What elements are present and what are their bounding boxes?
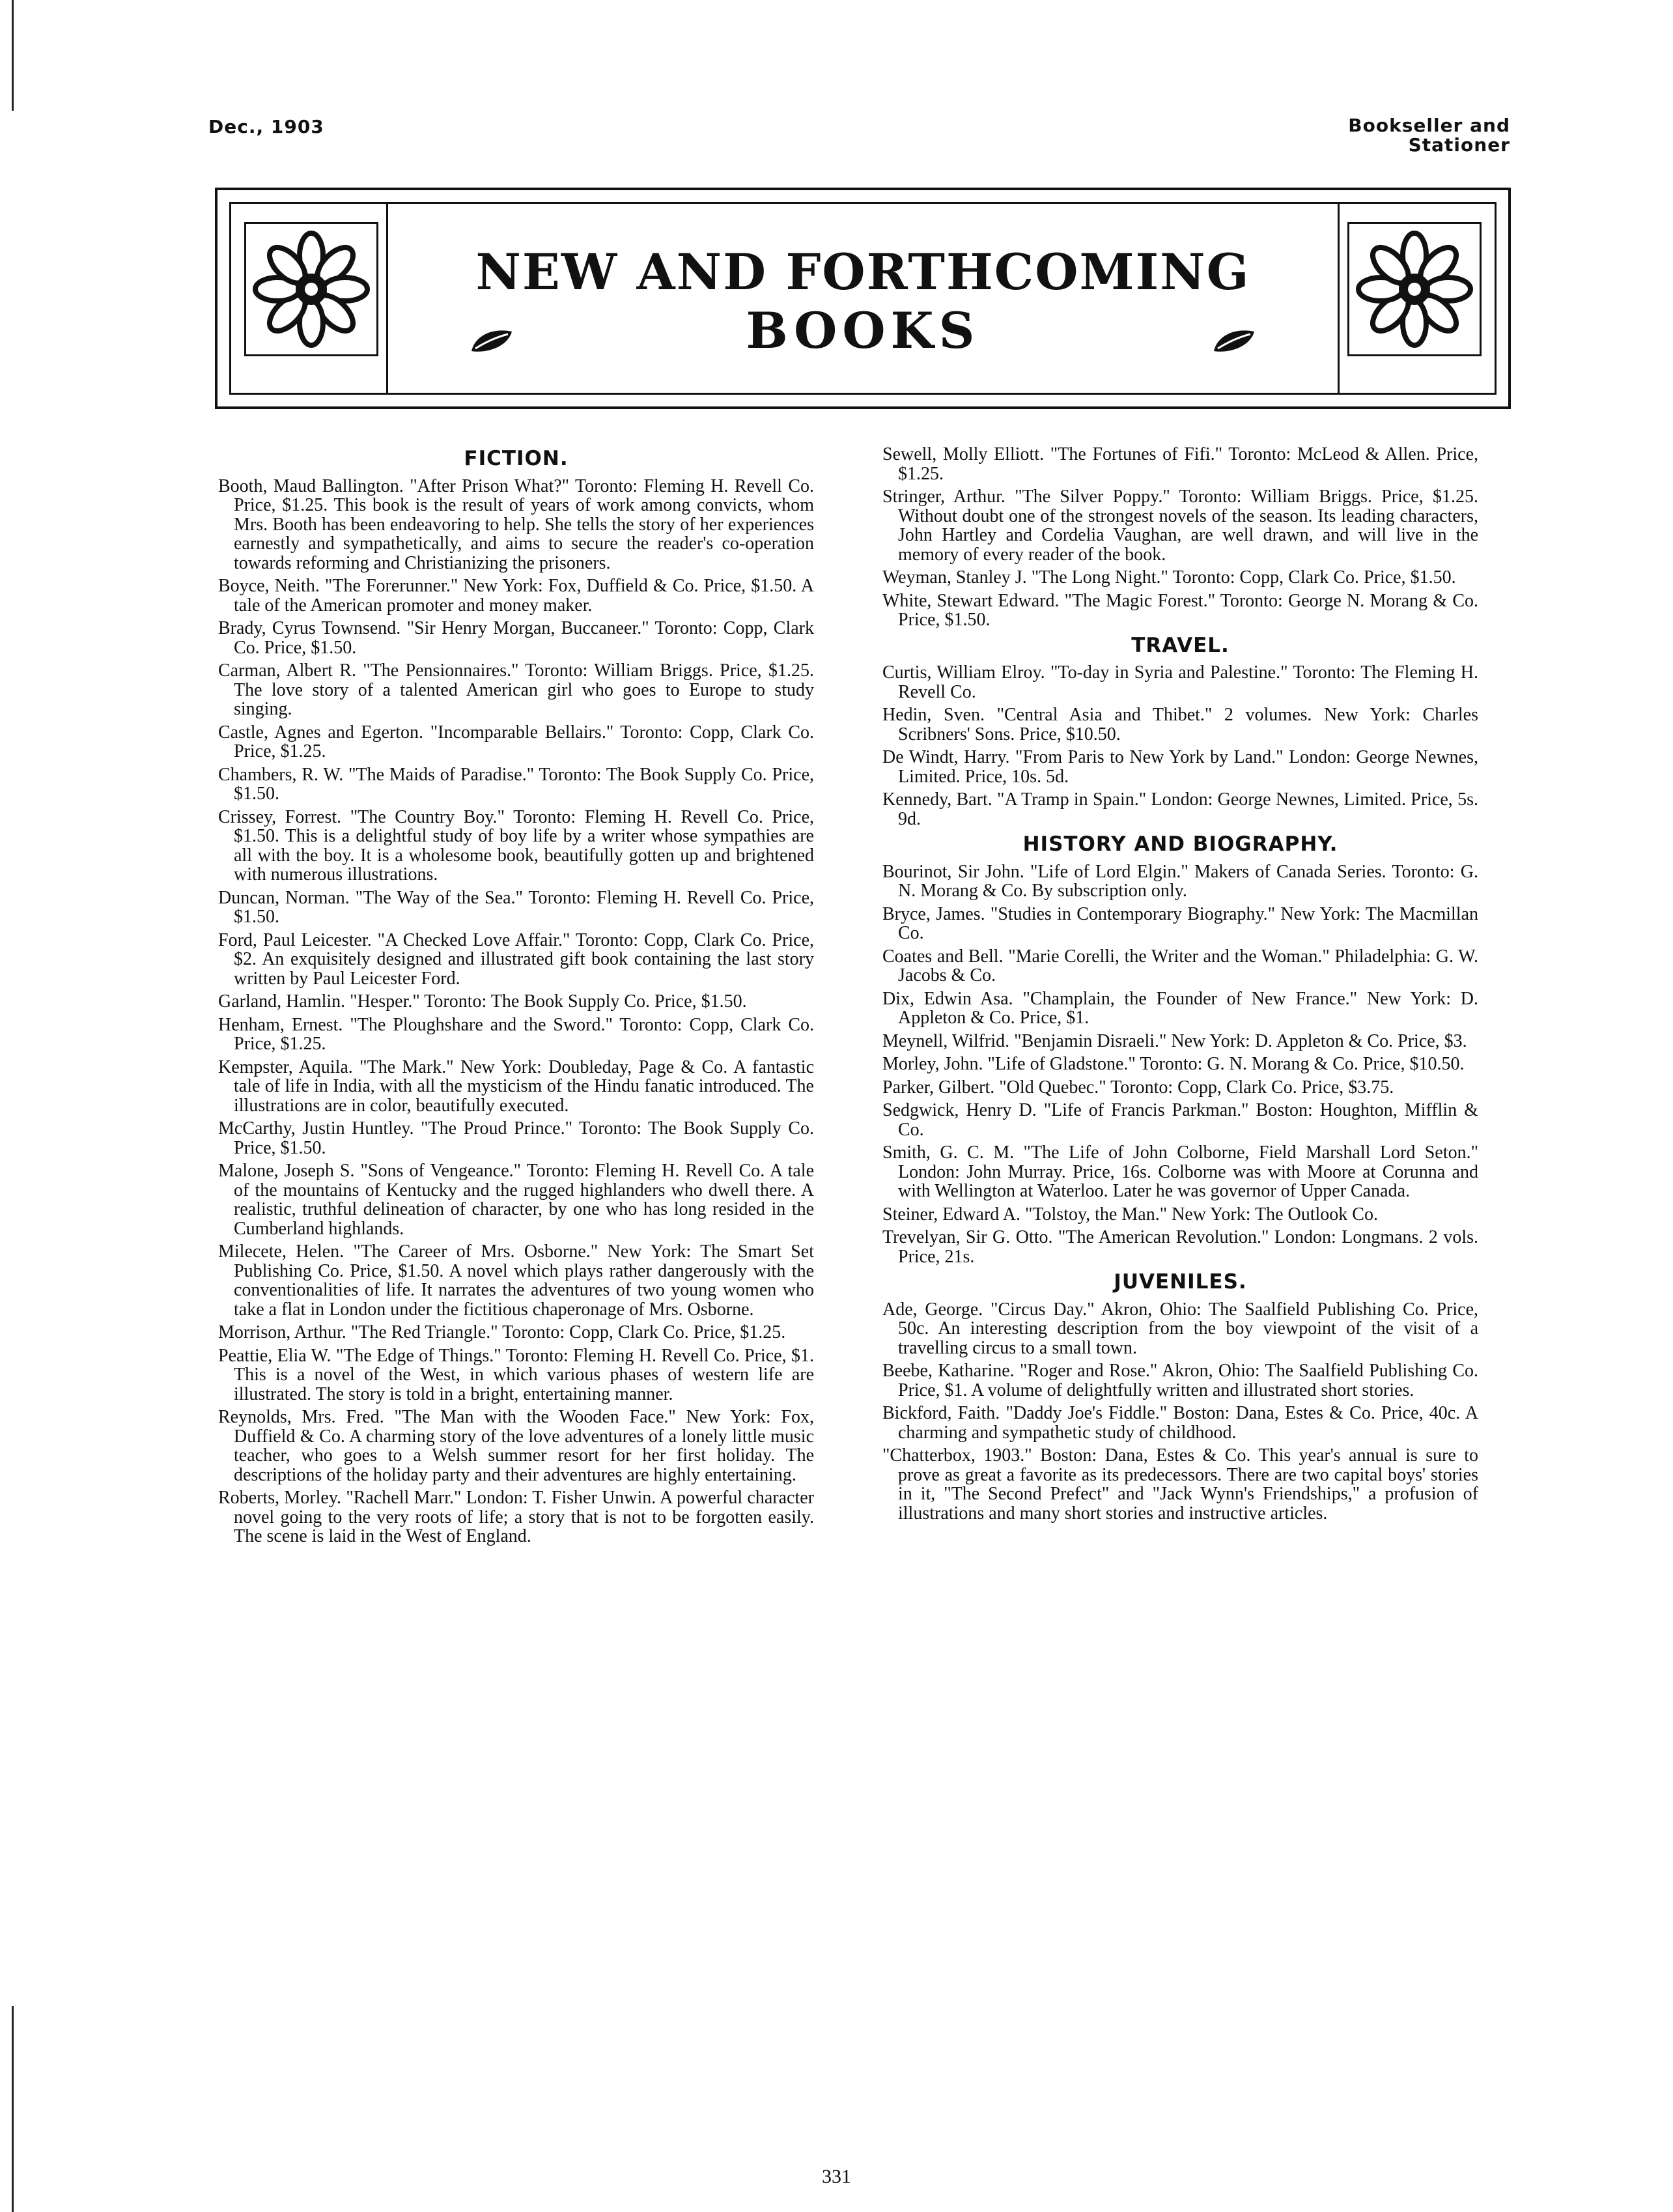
book-entry: Trevelyan, Sir G. Otto. "The American Revolution." London: Longmans. 2 vols. Price, 21s.	[882, 1227, 1478, 1267]
book-entry: Booth, Maud Ballington. "After Prison What?" Toronto: Fleming H. Revell Co. Price, $1.25. This book is the result of years of work among convicts, whom Mrs. Booth has been endeavoring to help. She tells the story of her experiences earnestly and sympathetically, and aims to secure the reader's co-operation towards reforming and Christianizing the prisoners.	[218, 475, 814, 573]
book-entry: Curtis, William Elroy. "To-day in Syria and Palestine." Toronto: The Fleming H. Revell Co.	[882, 662, 1478, 702]
page-number: 331	[822, 2166, 851, 2187]
book-entry: White, Stewart Edward. "The Magic Forest." Toronto: George N. Morang & Co. Price, $1.50.	[882, 590, 1478, 630]
book-entry: Weyman, Stanley J. "The Long Night." Toronto: Copp, Clark Co. Price, $1.50.	[882, 567, 1456, 588]
flower-ornament-icon	[1349, 224, 1480, 354]
flower-ornament-left	[244, 222, 378, 356]
book-entry: Parker, Gilbert. "Old Quebec." Toronto: Copp, Clark Co. Price, $3.75.	[882, 1077, 1394, 1098]
banner-title-line1: NEW AND FORTHCOMING	[475, 243, 1250, 301]
book-entry: Beebe, Katharine. "Roger and Rose." Akron, Ohio: The Saalfield Publishing Co. Price, $1. A volume of delightfully written and illustrated short stories.	[882, 1361, 1478, 1400]
book-entry: Brady, Cyrus Townsend. "Sir Henry Morgan, Buccaneer." Toronto: Copp, Clark Co. Price, $1.50.	[218, 618, 814, 658]
book-entry: Boyce, Neith. "The Forerunner." New York: Fox, Duffield & Co. Price, $1.50. A tale of the American promoter and money maker.	[218, 576, 814, 616]
book-entry: Morrison, Arthur. "The Red Triangle." Toronto: Copp, Clark Co. Price, $1.25.	[218, 1322, 786, 1342]
right-column	[882, 445, 1478, 1527]
book-entry: Peattie, Elia W. "The Edge of Things." Toronto: Fleming H. Revell Co. Price, $1. This is a novel of the West, in which various phases of western life are illustrated. The story is told in a bright, entertaining manner.	[218, 1345, 814, 1404]
publication-name-line2: Stationer	[1408, 134, 1510, 156]
book-entry: Kempster, Aquila. "The Mark." New York: Doubleday, Page & Co. A fantastic tale of life in India, with all the mysticism of the Hindu fanatic introduced. The illustrations are in color, beautifully executed.	[218, 1056, 814, 1116]
margin-rule-top	[12, 0, 14, 111]
flower-ornament-icon	[246, 224, 376, 354]
book-entry: "Chatterbox, 1903." Boston: Dana, Estes & Co. This year's annual is sure to prove as great a favorite as its predecessors. There are two capital boys' stories in it, "The Second Prefect" and "Jack Wynn's Friendships," a profusion of illustrations and many short stories and instructive articles.	[882, 1445, 1478, 1524]
book-entry: Castle, Agnes and Egerton. "Incomparable Bellairs." Toronto: Copp, Clark Co. Price, $1.25.	[218, 722, 814, 761]
book-entry: Stringer, Arthur. "The Silver Poppy." Toronto: William Briggs. Price, $1.25. Without doubt one of the strongest novels of the season. Its leading characters, John Hartley and Cordelia Vaughan, are well drawn, and will live in the memory of every reader of the book.	[882, 487, 1478, 565]
book-entry: Reynolds, Mrs. Fred. "The Man with the Wooden Face." New York: Fox, Duffield & Co. A charming story of the love adventures of a lonely little music teacher, who goes to a Welsh summer resort for her first holiday. The descriptions of the holiday party and their adventures are highly entertaining.	[218, 1407, 814, 1485]
book-entry: Kennedy, Bart. "A Tramp in Spain." London: George Newnes, Limited. Price, 5s. 9d.	[882, 789, 1478, 829]
book-entry: Chambers, R. W. "The Maids of Paradise." Toronto: The Book Supply Co. Price, $1.50.	[218, 764, 814, 804]
banner-title-line2: BOOKS	[746, 302, 980, 360]
section-heading: FICTION.	[464, 447, 569, 470]
book-entry: Morley, John. "Life of Gladstone." Toronto: G. N. Morang & Co. Price, $10.50.	[882, 1054, 1465, 1074]
book-entry: Malone, Joseph S. "Sons of Vengeance." Toronto: Fleming H. Revell Co. A tale of the mountains of Kentucky and the rugged highlanders who dwell there. A realistic, truthful delineation of character, by one who has long resided in the Cumberland highlands.	[218, 1161, 814, 1239]
book-entry: Hedin, Sven. "Central Asia and Thibet." 2 volumes. New York: Charles Scribners' Sons. Price, $10.50.	[882, 705, 1478, 744]
book-entry: Milecete, Helen. "The Career of Mrs. Osborne." New York: The Smart Set Publishing Co. Price, $1.50. A novel which plays rather dangerously with the conventionalities of life. It narrates the adventures of two young women who take a flat in London under the fictitious chaperonage of Mrs. Osborne.	[218, 1241, 814, 1320]
book-entry: Dix, Edwin Asa. "Champlain, the Founder of New France." New York: D. Appleton & Co. Price, $1.	[882, 988, 1478, 1028]
book-entry: Garland, Hamlin. "Hesper." Toronto: The Book Supply Co. Price, $1.50.	[218, 991, 747, 1012]
section-heading: TRAVEL.	[1131, 633, 1230, 657]
book-entry: Henham, Ernest. "The Ploughshare and the Sword." Toronto: Copp, Clark Co. Price, $1.25.	[218, 1014, 814, 1054]
book-entry: Meynell, Wilfrid. "Benjamin Disraeli." New York: D. Appleton & Co. Price, $3.	[882, 1030, 1467, 1051]
section-heading: JUVENILES.	[1114, 1270, 1247, 1294]
section-heading: HISTORY AND BIOGRAPHY.	[1022, 832, 1338, 856]
book-entry: Carman, Albert R. "The Pensionnaires." Toronto: William Briggs. Price, $1.25. The love story of a talented American girl who goes to Europe to study singing.	[218, 660, 814, 719]
leaf-ornament-icon	[1211, 328, 1257, 354]
publication-name-line1: Bookseller and	[1348, 115, 1510, 136]
flower-ornament-right	[1347, 222, 1482, 356]
left-column	[218, 443, 814, 1550]
book-entry: Coates and Bell. "Marie Corelli, the Writer and the Woman." Philadelphia: G. W. Jacobs & Co.	[882, 946, 1478, 985]
publication-name	[1348, 116, 1510, 155]
book-entry: Bickford, Faith. "Daddy Joe's Fiddle." Boston: Dana, Estes & Co. Price, 40c. A charming and sympathetic study of childhood.	[882, 1403, 1478, 1443]
book-entry: Ade, George. "Circus Day." Akron, Ohio: The Saalfield Publishing Co. Price, 50c. An interesting description from the boy viewpoint of the visit of a travelling circus to a small town.	[882, 1299, 1478, 1358]
book-entry: Bryce, James. "Studies in Contemporary Biography." New York: The Macmillan Co.	[882, 903, 1478, 943]
book-entry: Smith, G. C. M. "The Life of John Colborne, Field Marshall Lord Seton." London: John Murray. Price, 16s. Colborne was with Moore at Corunna and with Wellington at Waterloo. Later he was governor of Upper Canada.	[882, 1142, 1478, 1201]
book-entry: Duncan, Norman. "The Way of the Sea." Toronto: Fleming H. Revell Co. Price, $1.50.	[218, 887, 814, 927]
book-entry: Steiner, Edward A. "Tolstoy, the Man." New York: The Outlook Co.	[882, 1204, 1378, 1225]
book-entry: Sedgwick, Henry D. "Life of Francis Parkman." Boston: Houghton, Mifflin & Co.	[882, 1100, 1478, 1140]
book-entry: McCarthy, Justin Huntley. "The Proud Prince." Toronto: The Book Supply Co. Price, $1.50.	[218, 1118, 814, 1158]
book-entry: Sewell, Molly Elliott. "The Fortunes of Fifi." Toronto: McLeod & Allen. Price, $1.25.	[882, 444, 1478, 484]
book-entry: Ford, Paul Leicester. "A Checked Love Affair." Toronto: Copp, Clark Co. Price, $2. An exquisitely designed and illustrated gift book containing the last story written by Paul Leicester Ford.	[218, 929, 814, 989]
book-entry: Crissey, Forrest. "The Country Boy." Toronto: Fleming H. Revell Co. Price, $1.50. This is a delightful study of boy life by a writer whose sympathies are all with the boy. It is a wholesome book, beautifully gotten up and brightened with numerous illustrations.	[218, 806, 814, 885]
book-entry: Bourinot, Sir John. "Life of Lord Elgin." Makers of Canada Series. Toronto: G. N. Morang & Co. By subscription only.	[882, 861, 1478, 901]
title-banner-inner	[229, 202, 1497, 395]
leaf-ornament-icon	[469, 328, 514, 354]
book-entry: Roberts, Morley. "Rachell Marr." London: T. Fisher Unwin. A powerful character novel going to the very roots of life; a story that is not to be forgotten easily. The scene is laid in the West of England.	[218, 1488, 814, 1546]
issue-date: Dec., 1903	[208, 116, 324, 137]
book-entry: De Windt, Harry. "From Paris to New York by Land." London: George Newnes, Limited. Price, 10s. 5d.	[882, 747, 1478, 787]
title-banner	[215, 188, 1511, 409]
